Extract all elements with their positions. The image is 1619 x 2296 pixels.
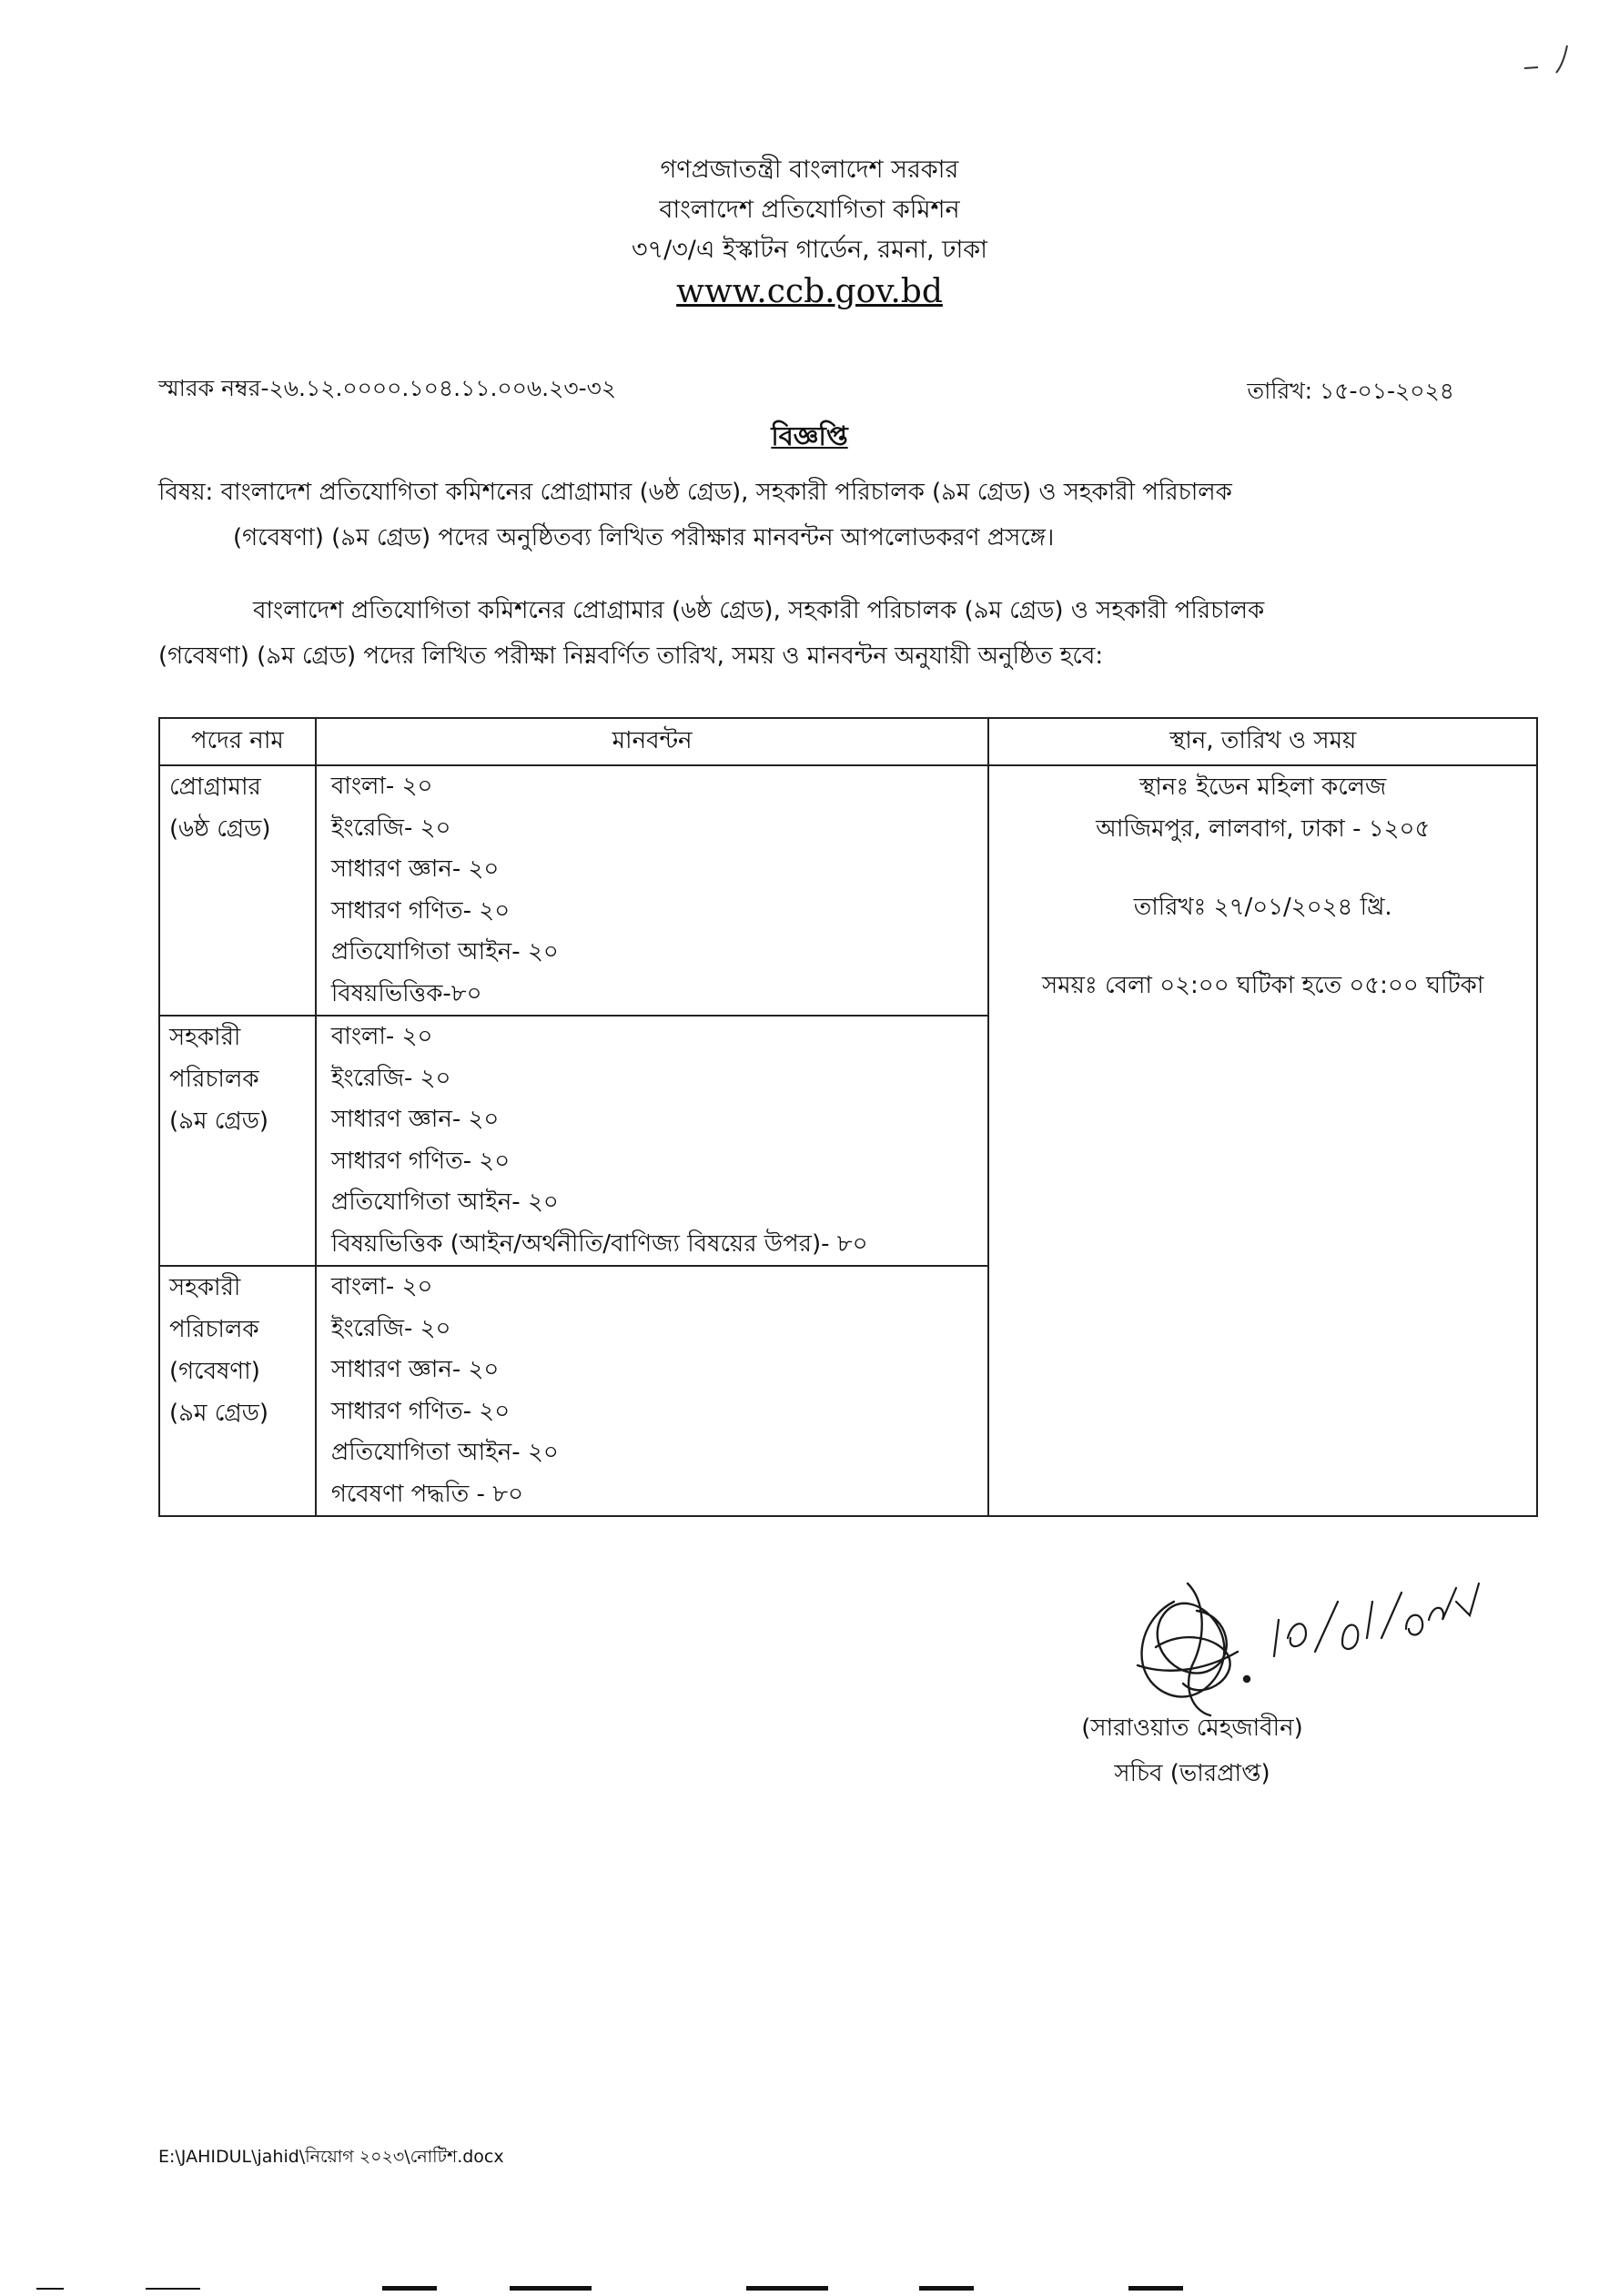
mark-item: সাধারণ গণিত- ২০ bbox=[330, 1147, 511, 1175]
scan-artifact bbox=[382, 2286, 437, 2291]
post-cell bbox=[159, 1016, 316, 1266]
post-name-line: প্রোগ্রামার bbox=[169, 774, 261, 801]
mark-item: প্রতিযোগিতা আইন- ২০ bbox=[330, 1188, 559, 1216]
scan-artifact bbox=[919, 2286, 974, 2291]
subject-line-2: (গবেষণা) (৯ম গ্রেড) পদের অনুষ্ঠিতব্য লিখিত পরীক্ষার মানবন্টন আপলোডকরণ প্রসঙ্গে। bbox=[233, 524, 1055, 551]
mark-item: ইংরেজি- ২০ bbox=[330, 1314, 451, 1342]
mark-item: সাধারণ জ্ঞান- ২০ bbox=[330, 1106, 500, 1133]
mark-item: সাধারণ জ্ঞান- ২০ bbox=[330, 1356, 500, 1383]
mark-item: ইংরেজি- ২০ bbox=[330, 1064, 451, 1092]
memo-date: তারিখ: ১৫-০১-২০২৪ bbox=[1247, 378, 1454, 404]
mark-item: সাধারণ গণিত- ২০ bbox=[330, 1397, 511, 1425]
government-name: গণপ্রজাতন্ত্রী বাংলাদেশ সরকার bbox=[660, 156, 959, 184]
scan-artifact bbox=[746, 2286, 828, 2291]
scan-mark bbox=[1520, 36, 1574, 82]
post-name-line: সহকারী bbox=[169, 1024, 241, 1051]
table-header-row bbox=[159, 718, 1537, 765]
scan-artifact bbox=[1128, 2286, 1183, 2291]
exam-date: তারিখঃ ২৭/০১/২০২৪ খ্রি. bbox=[1133, 894, 1392, 921]
organization-name: বাংলাদেশ প্রতিযোগিতা কমিশন bbox=[659, 196, 960, 224]
mark-item: ইংরেজি- ২০ bbox=[330, 814, 451, 842]
mark-item: বাংলা- ২০ bbox=[330, 1273, 433, 1300]
header-marks: মানবন্টন bbox=[316, 718, 989, 765]
notice-title: বিজ্ঞপ্তি bbox=[771, 420, 848, 451]
post-cell bbox=[159, 1266, 316, 1516]
body-line-1: বাংলাদেশ প্রতিযোগিতা কমিশনের প্রোগ্রামার (৬ষ্ঠ গ্রেড), সহকারী পরিচালক (৯ম গ্রেড) ও সহকারী পরিচালক bbox=[253, 597, 1265, 624]
mark-item: প্রতিযোগিতা আইন- ২০ bbox=[330, 938, 559, 966]
scan-artifact bbox=[36, 2288, 64, 2290]
marks-cell bbox=[316, 765, 989, 1016]
mark-item: সাধারণ গণিত- ২০ bbox=[330, 896, 511, 925]
mark-item: বাংলা- ২০ bbox=[330, 1023, 433, 1050]
post-name-line: পরিচালক bbox=[169, 1066, 259, 1093]
table-row bbox=[159, 765, 1537, 1016]
venue-address: আজিমপুর, লালবাগ, ঢাকা - ১২০৫ bbox=[1096, 815, 1431, 843]
post-name-line: সহকারী bbox=[169, 1274, 241, 1301]
mark-item: বিষয়ভিত্তিক-৮০ bbox=[330, 979, 482, 1007]
venue-place: স্থানঃ ইডেন মহিলা কলেজ bbox=[1139, 774, 1387, 801]
mark-item: সাধারণ জ্ঞান- ২০ bbox=[330, 855, 500, 883]
marks-cell bbox=[316, 1016, 989, 1266]
signatory-designation: সচিব (ভারপ্রাপ্ত) bbox=[1114, 1760, 1270, 1787]
organization-address: ৩৭/৩/এ ইস্কাটন গার্ডেন, রমনা, ঢাকা bbox=[631, 236, 988, 264]
mark-item: বিষয়ভিত্তিক (আইন/অর্থনীতি/বাণিজ্য বিষয়ের উপর)- ৮০ bbox=[330, 1229, 868, 1258]
website-link[interactable]: www.ccb.gov.bd bbox=[676, 273, 943, 310]
mark-item: গবেষণা পদ্ধতি - ৮০ bbox=[330, 1480, 523, 1508]
venue-cell bbox=[988, 765, 1537, 1516]
post-name-line: (গবেষণা) bbox=[169, 1358, 260, 1385]
subject-line-1: বিষয়: বাংলাদেশ প্রতিযোগিতা কমিশনের প্রোগ্রামার (৬ষ্ঠ গ্রেড), সহকারী পরিচালক (৯ম গ্রেড) ও সহকারী পরিচালক bbox=[158, 479, 1232, 506]
header-post: পদের নাম bbox=[159, 718, 316, 765]
memo-reference: স্মারক নম্বর-২৬.১২.০০০০.১০৪.১১.০০৬.২৩-৩২ bbox=[158, 375, 617, 401]
handwritten-signature bbox=[1119, 1565, 1502, 1729]
scan-artifact bbox=[510, 2286, 592, 2291]
post-cell bbox=[159, 765, 316, 1016]
post-name-line: (৯ম গ্রেড) bbox=[169, 1400, 269, 1427]
file-path: E:\JAHIDUL\jahid\নিয়োগ ২০২৩\নোটিশ.docx bbox=[158, 2147, 504, 2167]
exam-time: সময়ঃ বেলা ০২:০০ ঘটিকা হতে ০৫:০০ ঘটিকা bbox=[1041, 972, 1484, 999]
post-name-line: (৬ষ্ঠ গ্রেড) bbox=[169, 815, 271, 843]
post-name-line: (৯ম গ্রেড) bbox=[169, 1108, 269, 1135]
marks-cell bbox=[316, 1266, 989, 1516]
body-line-2: (গবেষণা) (৯ম গ্রেড) পদের লিখিত পরীক্ষা নিম্নবর্ণিত তারিখ, সময় ও মানবন্টন অনুযায়ী অনুষ্ঠিত হবে: bbox=[158, 642, 1104, 670]
scan-artifact bbox=[146, 2288, 200, 2290]
header-venue: স্থান, তারিখ ও সময় bbox=[988, 718, 1537, 765]
exam-schedule-table bbox=[158, 717, 1538, 1517]
mark-item: বাংলা- ২০ bbox=[330, 773, 433, 800]
signatory-name: (সারাওয়াত মেহজাবীন) bbox=[1081, 1714, 1303, 1742]
mark-item: প্রতিযোগিতা আইন- ২০ bbox=[330, 1439, 559, 1466]
post-name-line: পরিচালক bbox=[169, 1316, 259, 1343]
